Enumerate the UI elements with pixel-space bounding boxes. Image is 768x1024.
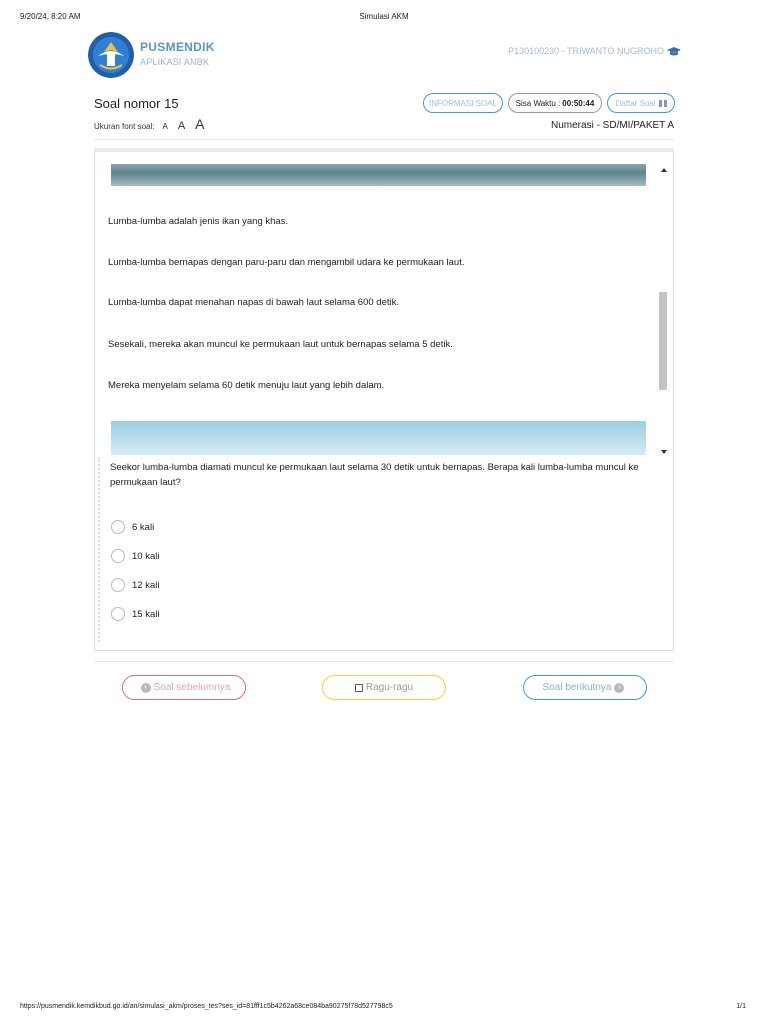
print-footer bbox=[0, 1003, 768, 1015]
passage-paragraph: Lumba-lumba adalah jenis ikan yang khas. bbox=[108, 216, 289, 227]
previous-question-label: Soal sebelumnya bbox=[153, 682, 231, 693]
radio-button[interactable] bbox=[111, 520, 125, 534]
passage-scrollbar[interactable] bbox=[657, 162, 671, 455]
doubtful-label: Ragu-ragu bbox=[365, 682, 414, 693]
print-url: https://pusmendik.kemdikbud.go.id/an/simulasi_akm/proses_tes?ses_id=81fff1c5b4262a68ce084ba90275f78d527798c5 bbox=[20, 1003, 393, 1010]
graduation-cap-icon bbox=[667, 47, 681, 57]
print-header bbox=[0, 12, 768, 24]
font-size-controls bbox=[94, 116, 215, 132]
answer-option[interactable] bbox=[111, 548, 159, 564]
passage-paragraph: Mereka menyelam selama 60 detik menuju laut yang lebih dalam. bbox=[108, 380, 385, 391]
answer-option-label: 6 kali bbox=[132, 521, 155, 533]
print-page-number: 1/1 bbox=[736, 1003, 746, 1010]
footer-divider bbox=[94, 661, 674, 662]
font-size-small-button[interactable]: A bbox=[162, 122, 168, 131]
answer-option[interactable] bbox=[111, 577, 159, 593]
chevron-left-icon: ‹ bbox=[141, 683, 151, 693]
question-list-button[interactable] bbox=[607, 93, 675, 113]
answer-option-label: 10 kali bbox=[132, 550, 160, 562]
question-dotted-border bbox=[98, 457, 100, 642]
chevron-right-icon: › bbox=[614, 683, 624, 693]
answer-option[interactable] bbox=[111, 519, 154, 535]
grid-icon bbox=[659, 100, 667, 107]
answer-option-label: 15 kali bbox=[132, 608, 160, 620]
checkbox-icon bbox=[355, 684, 363, 692]
sea-image bbox=[111, 164, 646, 186]
passage-paragraph: Lumba-lumba dapat menahan napas di bawah laut selama 600 detik. bbox=[108, 297, 399, 308]
font-size-medium-button[interactable]: A bbox=[177, 120, 186, 132]
radio-button[interactable] bbox=[111, 578, 125, 592]
header-divider bbox=[94, 139, 674, 140]
remaining-time-value: 00:50:44 bbox=[562, 98, 595, 108]
font-size-large-button[interactable]: A bbox=[195, 116, 205, 132]
radio-button[interactable] bbox=[111, 607, 125, 621]
reading-passage-scroll[interactable] bbox=[95, 152, 671, 455]
passage-paragraph: Sesekali, mereka akan muncul ke permukaan laut untuk bernapas selama 5 detik. bbox=[108, 339, 453, 350]
answer-option-label: 12 kali bbox=[132, 579, 160, 591]
passage-paragraph: Lumba-lumba bernapas dengan paru-paru dan mengambil udara ke permukaan laut. bbox=[108, 257, 465, 268]
question-text: Seekor lumba-lumba diamati muncul ke permukaan laut selama 30 detik untuk bernapas. Berapa kali lumba-lumba muncul ke permukaan laut? bbox=[110, 462, 639, 488]
print-title: Simulasi AKM bbox=[359, 12, 409, 21]
previous-question-button[interactable] bbox=[122, 675, 246, 700]
remaining-time-label: Sisa Waktu : bbox=[515, 98, 561, 108]
sky-image bbox=[111, 421, 646, 455]
next-question-label: Soal berikutnya bbox=[542, 682, 612, 693]
question-info-button[interactable] bbox=[423, 93, 503, 113]
remaining-time-badge bbox=[508, 93, 602, 113]
user-label: P130100230 - TRIWANTO NUGROHO bbox=[508, 46, 664, 56]
scroll-down-arrow-icon[interactable] bbox=[661, 450, 667, 454]
answer-option[interactable] bbox=[111, 606, 159, 622]
question-list-label: Daftar Soal bbox=[615, 98, 656, 108]
scroll-up-arrow-icon[interactable] bbox=[661, 168, 667, 172]
doubtful-button[interactable] bbox=[322, 675, 446, 700]
print-datetime: 9/20/24, 8:20 AM bbox=[20, 12, 81, 21]
question-info-label: INFORMASI SOAL bbox=[428, 98, 497, 108]
question-number-title: Soal nomor 15 bbox=[94, 96, 179, 111]
scrollbar-thumb[interactable] bbox=[659, 292, 667, 390]
tut-wuri-handayani-logo bbox=[88, 32, 134, 78]
radio-button[interactable] bbox=[111, 549, 125, 563]
next-question-button[interactable] bbox=[523, 675, 647, 700]
brand-subtitle: APLIKASI ANBK bbox=[140, 57, 210, 67]
question-card bbox=[94, 148, 674, 651]
brand-name: PUSMENDIK bbox=[140, 40, 215, 54]
test-package-label: Numerasi - SD/MI/PAKET A bbox=[551, 120, 674, 131]
font-size-label: Ukuran font soal: bbox=[94, 122, 155, 131]
